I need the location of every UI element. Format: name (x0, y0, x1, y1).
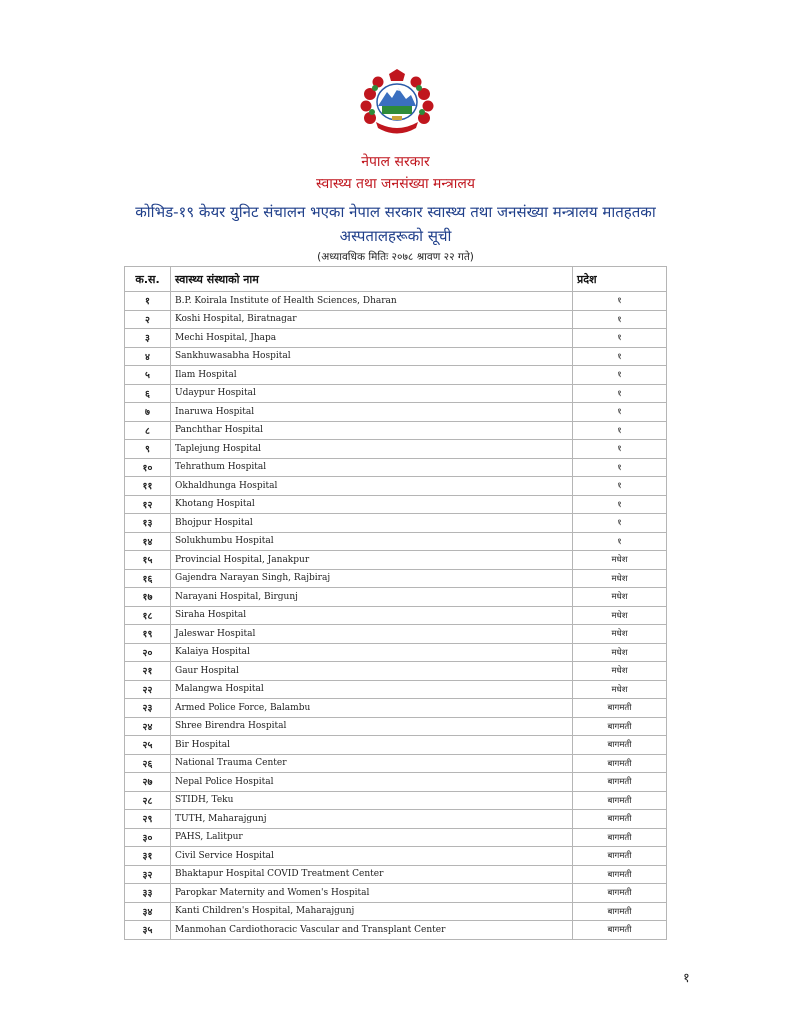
table-row (125, 292, 667, 311)
serial-number-cell: २४ (125, 717, 171, 736)
nepal-emblem-icon (356, 68, 438, 140)
province-cell: बागमती (573, 791, 667, 810)
table-row (125, 791, 667, 810)
table-row (125, 865, 667, 884)
column-header-name: स्वास्थ्य संस्थाको नाम (171, 267, 573, 292)
province-cell: बागमती (573, 847, 667, 866)
province-cell: १ (573, 329, 667, 348)
serial-number-cell: ३५ (125, 921, 171, 940)
province-cell: बागमती (573, 699, 667, 718)
table-row (125, 643, 667, 662)
serial-number-cell: २७ (125, 773, 171, 792)
hospital-name-cell: Jaleswar Hospital (171, 625, 573, 644)
serial-number-cell: ९ (125, 440, 171, 459)
serial-number-cell: ५ (125, 366, 171, 385)
hospital-name-cell: Shree Birendra Hospital (171, 717, 573, 736)
table-row (125, 384, 667, 403)
serial-number-cell: १ (125, 292, 171, 311)
serial-number-cell: १८ (125, 606, 171, 625)
serial-number-cell: १४ (125, 532, 171, 551)
table-row (125, 569, 667, 588)
province-cell: बागमती (573, 717, 667, 736)
table-row (125, 754, 667, 773)
table-row (125, 773, 667, 792)
hospital-name-cell: PAHS, Lalitpur (171, 828, 573, 847)
table-row (125, 662, 667, 681)
table-row (125, 736, 667, 755)
hospital-name-cell: Bhojpur Hospital (171, 514, 573, 533)
province-cell: १ (573, 495, 667, 514)
government-title: नेपाल सरकार (361, 154, 430, 170)
serial-number-cell: ३० (125, 828, 171, 847)
table-row (125, 551, 667, 570)
ministry-title: स्वास्थ्य तथा जनसंख्या मन्त्रालय (316, 176, 475, 192)
hospital-name-cell: Manmohan Cardiothoracic Vascular and Transplant Center (171, 921, 573, 940)
table-row (125, 810, 667, 829)
province-cell: मधेश (573, 625, 667, 644)
document-title-line2: अस्पतालहरूको सूची (339, 227, 452, 245)
hospital-name-cell: Tehrathum Hospital (171, 458, 573, 477)
serial-number-cell: ४ (125, 347, 171, 366)
hospital-name-cell: B.P. Koirala Institute of Health Sciences, Dharan (171, 292, 573, 311)
serial-number-cell: ३२ (125, 865, 171, 884)
table-header-row (125, 267, 667, 292)
province-cell: बागमती (573, 884, 667, 903)
hospital-name-cell: Inaruwa Hospital (171, 403, 573, 422)
serial-number-cell: १६ (125, 569, 171, 588)
hospital-name-cell: Sankhuwasabha Hospital (171, 347, 573, 366)
province-cell: बागमती (573, 902, 667, 921)
table-row (125, 606, 667, 625)
column-header-serial: क.स. (125, 267, 171, 292)
hospital-name-cell: Kanti Children's Hospital, Maharajgunj (171, 902, 573, 921)
table-row (125, 403, 667, 422)
table-row (125, 588, 667, 607)
serial-number-cell: २३ (125, 699, 171, 718)
province-cell: बागमती (573, 921, 667, 940)
serial-number-cell: २९ (125, 810, 171, 829)
table-row (125, 440, 667, 459)
serial-number-cell: ६ (125, 384, 171, 403)
serial-number-cell: २६ (125, 754, 171, 773)
hospital-name-cell: Bhaktapur Hospital COVID Treatment Center (171, 865, 573, 884)
province-cell: बागमती (573, 736, 667, 755)
hospital-name-cell: National Trauma Center (171, 754, 573, 773)
table-row (125, 717, 667, 736)
province-cell: १ (573, 421, 667, 440)
hospital-name-cell: TUTH, Maharajgunj (171, 810, 573, 829)
hospital-name-cell: Nepal Police Hospital (171, 773, 573, 792)
page-number: १ (683, 971, 690, 986)
hospital-name-cell: Panchthar Hospital (171, 421, 573, 440)
serial-number-cell: २० (125, 643, 171, 662)
province-cell: १ (573, 458, 667, 477)
hospital-name-cell: Siraha Hospital (171, 606, 573, 625)
table-row (125, 902, 667, 921)
serial-number-cell: ३३ (125, 884, 171, 903)
hospital-name-cell: Udaypur Hospital (171, 384, 573, 403)
table-row (125, 532, 667, 551)
province-cell: मधेश (573, 680, 667, 699)
province-cell: बागमती (573, 810, 667, 829)
serial-number-cell: २२ (125, 680, 171, 699)
province-cell: १ (573, 477, 667, 496)
table-row (125, 366, 667, 385)
serial-number-cell: १५ (125, 551, 171, 570)
table-row (125, 310, 667, 329)
hospital-name-cell: Ilam Hospital (171, 366, 573, 385)
province-cell: मधेश (573, 588, 667, 607)
table-row (125, 458, 667, 477)
hospital-name-cell: Solukhumbu Hospital (171, 532, 573, 551)
serial-number-cell: १० (125, 458, 171, 477)
hospital-name-cell: Malangwa Hospital (171, 680, 573, 699)
province-cell: बागमती (573, 865, 667, 884)
hospital-name-cell: Armed Police Force, Balambu (171, 699, 573, 718)
table-row (125, 625, 667, 644)
serial-number-cell: २१ (125, 662, 171, 681)
serial-number-cell: २ (125, 310, 171, 329)
serial-number-cell: १९ (125, 625, 171, 644)
hospital-name-cell: Gaur Hospital (171, 662, 573, 681)
table-row (125, 347, 667, 366)
province-cell: मधेश (573, 606, 667, 625)
hospital-name-cell: Taplejung Hospital (171, 440, 573, 459)
table-row (125, 847, 667, 866)
province-cell: बागमती (573, 828, 667, 847)
table-row (125, 921, 667, 940)
province-cell: १ (573, 532, 667, 551)
serial-number-cell: २८ (125, 791, 171, 810)
serial-number-cell: ३४ (125, 902, 171, 921)
hospital-name-cell: Provincial Hospital, Janakpur (171, 551, 573, 570)
column-header-province: प्रदेश (573, 267, 667, 292)
hospital-name-cell: STIDH, Teku (171, 791, 573, 810)
table-row (125, 884, 667, 903)
table-row (125, 477, 667, 496)
province-cell: १ (573, 292, 667, 311)
serial-number-cell: ३१ (125, 847, 171, 866)
province-cell: १ (573, 403, 667, 422)
document-title-line1: कोभिड-१९ केयर युनिट संचालन भएका नेपाल सरकार स्वास्थ्य तथा जनसंख्या मन्त्रालय मातहतका (135, 203, 656, 221)
hospital-name-cell: Okhaldhunga Hospital (171, 477, 573, 496)
serial-number-cell: १३ (125, 514, 171, 533)
update-date-subtitle: (अध्यावधिक मितिः २०७८ श्रावण २२ गते) (317, 251, 474, 263)
province-cell: मधेश (573, 643, 667, 662)
serial-number-cell: २५ (125, 736, 171, 755)
serial-number-cell: ८ (125, 421, 171, 440)
province-cell: मधेश (573, 569, 667, 588)
hospital-name-cell: Narayani Hospital, Birgunj (171, 588, 573, 607)
hospital-name-cell: Paropkar Maternity and Women's Hospital (171, 884, 573, 903)
table-row (125, 828, 667, 847)
province-cell: मधेश (573, 662, 667, 681)
province-cell: १ (573, 440, 667, 459)
hospital-name-cell: Bir Hospital (171, 736, 573, 755)
hospital-list-table (124, 266, 667, 940)
serial-number-cell: ३ (125, 329, 171, 348)
hospital-name-cell: Khotang Hospital (171, 495, 573, 514)
hospital-name-cell: Koshi Hospital, Biratnagar (171, 310, 573, 329)
province-cell: १ (573, 347, 667, 366)
hospital-name-cell: Civil Service Hospital (171, 847, 573, 866)
table-row (125, 680, 667, 699)
table-row (125, 514, 667, 533)
serial-number-cell: १२ (125, 495, 171, 514)
province-cell: बागमती (573, 754, 667, 773)
serial-number-cell: ७ (125, 403, 171, 422)
province-cell: १ (573, 366, 667, 385)
hospital-name-cell: Gajendra Narayan Singh, Rajbiraj (171, 569, 573, 588)
table-row (125, 421, 667, 440)
table-row (125, 699, 667, 718)
serial-number-cell: ११ (125, 477, 171, 496)
table-row (125, 329, 667, 348)
province-cell: मधेश (573, 551, 667, 570)
hospital-name-cell: Kalaiya Hospital (171, 643, 573, 662)
hospital-name-cell: Mechi Hospital, Jhapa (171, 329, 573, 348)
province-cell: बागमती (573, 773, 667, 792)
serial-number-cell: १७ (125, 588, 171, 607)
province-cell: १ (573, 384, 667, 403)
province-cell: १ (573, 310, 667, 329)
table-body (125, 292, 667, 940)
table-row (125, 495, 667, 514)
province-cell: १ (573, 514, 667, 533)
